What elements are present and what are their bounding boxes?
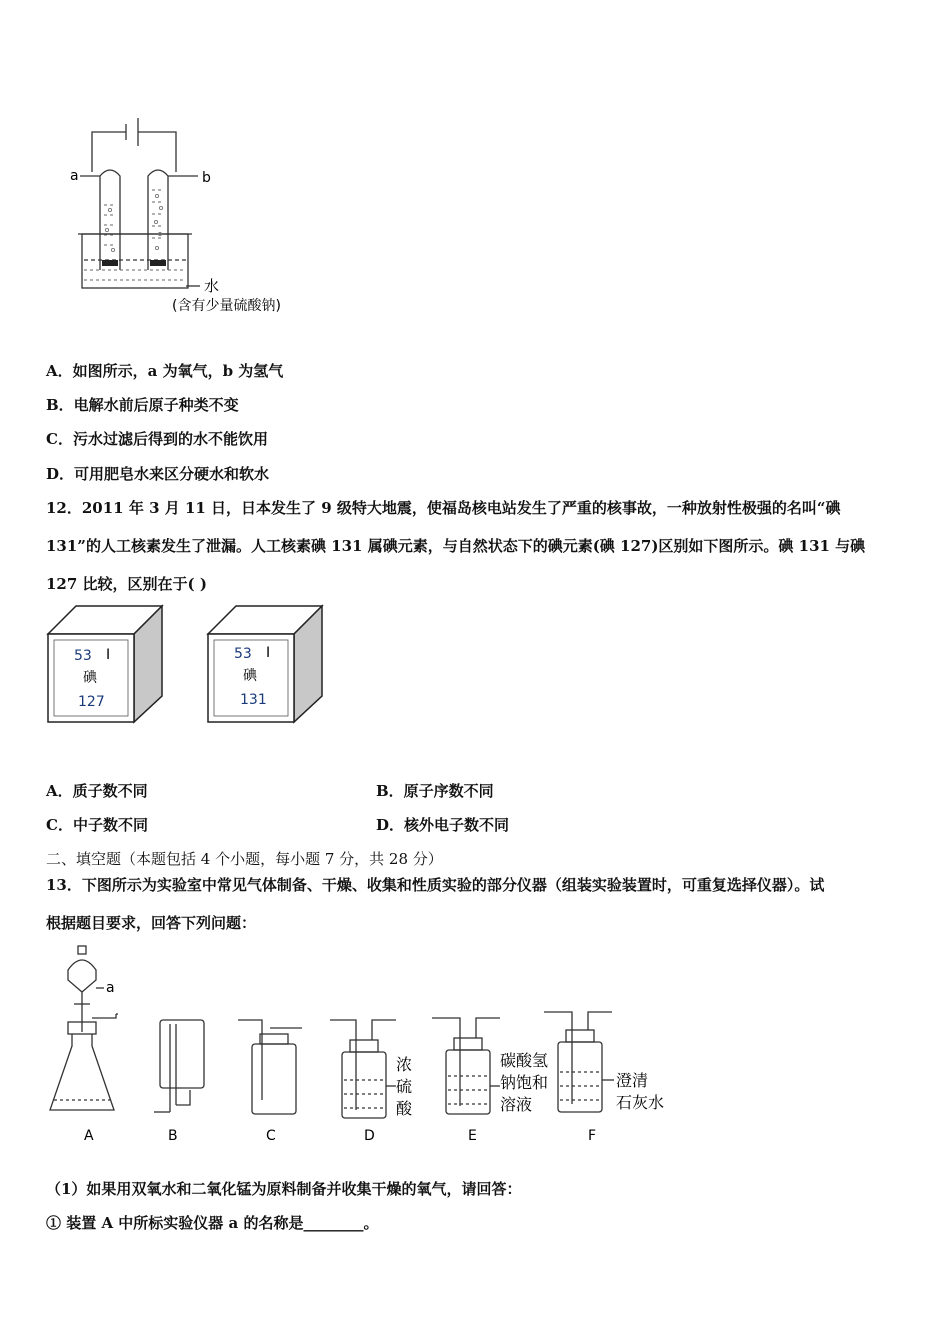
mass-number: 131	[240, 692, 267, 708]
apparatus-f-label: F	[588, 1128, 597, 1144]
q12-line-3: 127 比较，区别在于( )	[46, 575, 207, 593]
figure-caption: (含有少量硫酸钠)	[172, 298, 281, 314]
reagent-f-2: 石灰水	[616, 1093, 665, 1112]
element-symbol: I	[266, 645, 271, 661]
reagent-d-3: 酸	[396, 1099, 413, 1118]
apparatus-c-label: C	[266, 1128, 276, 1144]
apparatus-e-label: E	[468, 1128, 477, 1144]
apparatus-a-label: A	[84, 1128, 94, 1144]
reagent-f-1: 澄清	[616, 1071, 649, 1090]
electrolysis-figure	[60, 110, 350, 320]
reagent-d-2: 硫	[396, 1077, 413, 1096]
q12-line-2: 131”的人工核素发生了泄漏。人工核素碘 131 属碘元素，与自然状态下的碘元素(碘 127)区别如下图所示。碘 131 与碘	[46, 537, 866, 555]
mass-number: 127	[78, 694, 105, 710]
apparatus-d-label: D	[364, 1128, 375, 1144]
q13-line-2: 根据题目要求，回答下列问题：	[46, 914, 257, 932]
apparatus-figure	[40, 940, 680, 1150]
reagent-e-2: 钠饱和	[500, 1073, 549, 1092]
atomic-number: 53	[74, 648, 92, 664]
reagent-d-1: 浓	[396, 1055, 413, 1074]
atomic-number: 53	[234, 646, 252, 662]
iodine-131-cube	[204, 602, 329, 727]
option-b: B．电解水前后原子种类不变	[46, 396, 239, 414]
option-c: C．污水过滤后得到的水不能饮用	[46, 430, 268, 448]
element-name: 碘	[243, 668, 257, 684]
reagent-e-1: 碳酸氢	[500, 1051, 549, 1070]
option-a: A．如图所示，a 为氧气，b 为氢气	[46, 362, 284, 380]
option-c: C．中子数不同	[46, 816, 148, 834]
label-a: a	[106, 980, 115, 996]
option-d: D．可用肥皂水来区分硬水和软水	[46, 465, 270, 483]
label-b: b	[202, 170, 211, 186]
element-symbol: I	[106, 647, 111, 663]
option-a: A．质子数不同	[46, 782, 148, 800]
q12-line-1: 12．2011 年 3 月 11 日，日本发生了 9 级特大地震，使福岛核电站发生了严重的核事故，一种放射性极强的名叫“碘	[46, 499, 841, 517]
option-d: D．核外电子数不同	[376, 816, 510, 834]
q13-sub-1: （1）如果用双氧水和二氧化锰为原料制备并收集干燥的氧气，请回答：	[46, 1180, 522, 1198]
label-a: a	[70, 168, 79, 184]
q13-line-1: 13．下图所示为实验室中常见气体制备、干燥、收集和性质实验的部分仪器（组装实验装置时，可重复选择仪器）。试	[46, 876, 825, 894]
reagent-e-3: 溶液	[500, 1095, 533, 1114]
label-water: 水	[204, 277, 220, 295]
section-title: 二、填空题（本题包括 4 个小题，每小题 7 分，共 28 分）	[46, 850, 443, 868]
iodine-127-cube	[44, 602, 169, 727]
element-name: 碘	[83, 670, 97, 686]
option-b: B．原子序数不同	[376, 782, 494, 800]
q13-sub-1-item-1: ① 装置 A 中所标实验仪器 a 的名称是________。	[46, 1214, 379, 1232]
apparatus-b-label: B	[168, 1128, 178, 1144]
